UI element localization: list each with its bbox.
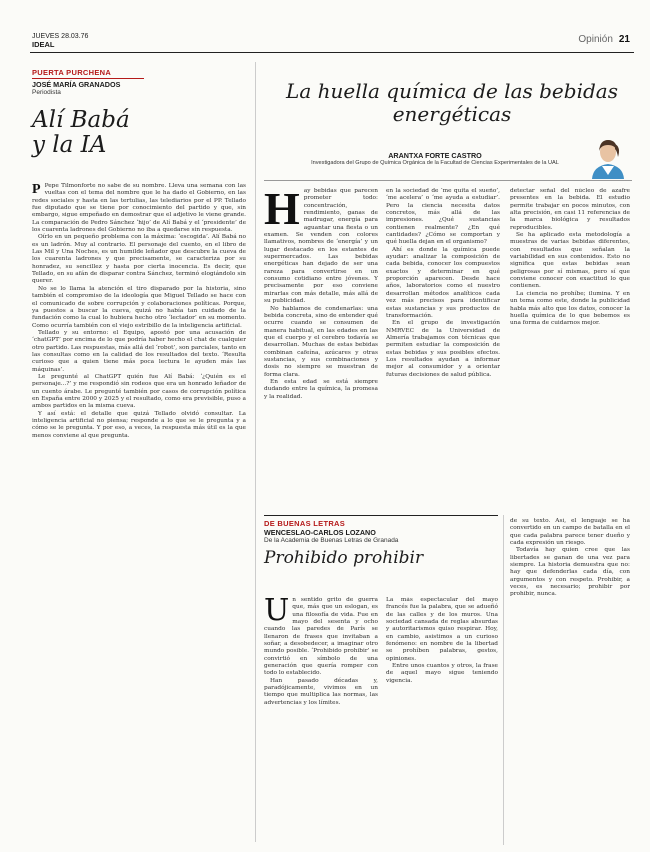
main-article-col1 — [264, 188, 378, 510]
section-kicker: DE BUENAS LETRAS — [264, 519, 346, 528]
paragraph: Le pregunté al ChatGPT quién fue Alí Babá: ‘¿Quién es el personaje...?’ y me respondió sin rodeos que era un honrado leñador de un cuento árabe. Le pregunté también por casos de corrupción política en España entre 2000 y 2025 y el resultado, como era previsible, puso a ambos partidos en la misma cueva. — [32, 373, 246, 410]
author-byline: ARANTXA FORTE CASTRO — [388, 151, 482, 160]
section-kicker: PUERTA PURCHENA — [32, 68, 112, 77]
publication-name: IDEAL — [32, 40, 55, 49]
paragraph: Pepe Tilmonforte no sabe de su nombre. Lleva una semana con las vueltas con el tema del nombre que le ha dado el Gobierno, en las redes sociales y hasta en las tertulias, las telediarios por el PP. Tellado fue diputado que se tiene por conocimiento del partido y que, sin embargo, sigue empeñado en demostrar que el adjetivo le viene grande. La comparación de Pedro Sánchez ‘hijo’ de Alí Babá y el ‘presidente’ de los cuarenta ladrones del Gobierno no iba a quedarse sin respuesta. — [32, 183, 246, 234]
lower-article-header — [264, 515, 498, 544]
dropcap-letter: U — [264, 597, 290, 628]
paragraph: Se ha aplicado esta metodología a muestras de varias bebidas diferentes, con resultados que señalan la variabilidad en sus contenidos. Esto no significa que estas bebidas sean peligrosas por sí mismas, pero sí que conviene conocer con exactitud lo que contienen. — [510, 232, 630, 290]
section-rule — [264, 515, 498, 516]
column-divider — [255, 62, 256, 842]
byline-rule — [264, 180, 632, 181]
left-article-title — [32, 108, 212, 158]
column-divider — [503, 515, 504, 845]
main-article-title — [270, 80, 634, 126]
date-label: JUEVES 28.03.76 — [32, 33, 89, 40]
paragraph: Tellado y su entorno: el Equipo, apostó por una acusación de ‘chatGPT’ por encima de lo que podría haber hecho el chat de cualquier otro partido. Las respuestas, más allá del ‘robot’, son parciales, tanto en las consultas como en la calidad de los resultados del texto. ‘Resulta curioso que a quien tiene más poca lectura le ayuden más las máquinas’. — [32, 329, 246, 373]
left-article-header — [32, 68, 214, 96]
main-article-byline-block — [270, 151, 600, 166]
paragraph: Entre unos cuantos y otros, la frase de aquel mayo sigue teniendo vigencia. — [386, 663, 498, 684]
author-byline: WENCESLAO-CARLOS LOZANO — [264, 528, 376, 537]
paragraph: de su texto. Así, el lenguaje se ha convertido en un campo de batalla en el que cada palabra parece tener dueño y cada expresión un riesgo. — [510, 518, 630, 547]
paragraph: detectar señal del núcleo de azafre presentes en la bebida. El estudio permite trabajar en pocos minutos, con alta precisión, en casi 11 referencias de la marca biológica y resultados reproducibles. — [510, 188, 630, 231]
kicker-rule — [32, 78, 144, 79]
paragraph: en la sociedad de ‘me quita el sueño’, ‘me acelera’ o ‘me ayuda a estudiar’. Pero la ciencia necesita datos concretos, más allá de las impresiones. ¿Qué sustancias contienen realmente? ¿En qué cantidades? ¿Cómo se comportan y qué huella dejan en el organismo? — [386, 188, 500, 246]
lower-article-title: Prohibido prohibir — [264, 548, 424, 568]
lower-article-col3 — [510, 518, 630, 843]
dropcap-letter: P — [32, 183, 41, 197]
page-header-right — [578, 34, 630, 45]
main-article-col3 — [510, 188, 630, 513]
paragraph: Ahí es donde la química puede ayudar: analizar la composición de cada bebida, conocer los compuestos exactos y determinar en qué proporción aparecen. Desde hace años, laboratorios como el nuestro desarrollan métodos analíticos cada vez más precisos para identificar estas sustancias y sus productos de transformación. — [386, 246, 500, 319]
title-line: y la IA — [32, 132, 107, 158]
paragraph: Todavía hay quien cree que las libertades se ganan de una vez para siempre. La historia demuestra que no: hay que defenderlas cada día, con argumentos y con respeto. Prohibir, a veces, es necesario; prohibir por prohibir, nunca. — [510, 547, 630, 598]
paragraph: La ciencia no prohíbe; ilumina. Y en un tema como este, donde la publicidad habla más alto que los datos, conocer la huella química de lo que bebemos es una forma de cuidarnos mejor. — [510, 290, 630, 327]
paragraph: No hablamos de condenarlas: una bebida concreta, sino de entender qué ocurre cuando se consumen de manera habitual, en las edades en las que el cuerpo y el cerebro todavía se desarrollan. Muchas de estas bebidas combinan cafeína, azúcares y otras sustancias, y sus combinaciones y dosis no siempre se muestran de forma clara. — [264, 305, 378, 378]
author-role: Investigadora del Grupo de Química Orgánica de la Facultad de Ciencias Experimentales de la UAL — [311, 160, 559, 166]
header-rule — [30, 52, 634, 53]
page-number: 21 — [618, 34, 630, 45]
paragraph: ay bebidas que parecen prometer todo: concentración, rendimiento, ganas de madrugar, energía para aguantar una fiesta o un examen. Se venden con colores llamativos, nombres de ‘energía’ y un lugar destacado en los estantes de supermercados. Las bebidas energéticas han dejado de ser una rareza para convertirse en un consumo cotidiano entre jóvenes. Y precisamente por eso conviene mirarlas con más detalle, más allá de su publicidad. — [264, 188, 378, 305]
title-line: Alí Babá — [32, 107, 130, 133]
main-article-col2 — [386, 188, 500, 510]
paragraph: La más espectacular del mayo francés fue la palabra, que se adueñó de las calles y de los muros. Una sociedad cansada de reglas absurdas y autoritarismos quiso respirar. Hoy, en cambio, asistimos a un curioso fenómeno: en nombre de la libertad se prohíben palabras, gestos, opiniones. — [386, 597, 498, 662]
paragraph: n sentido grito de guerra que, más que un eslogan, es una filosofía de vida. Fue en mayo del sesenta y ocho cuando las paredes de París se llenaron de frases que invitaban a soñar, a desobedecer, a imaginar otro mundo posible. ‘Prohibido prohibir’ se convirtió en símbolo de una generación que quería romper con todo lo establecido. — [264, 597, 378, 677]
paragraph: En el grupo de investigación NMRVEC de la Universidad de Almería trabajamos con técnicas que permiten estudiar la composición de estas bebidas y sus posibles efectos. Los resultados ayudan a informar mejor al consumidor y a orientar futuras decisiones de salud pública. — [386, 320, 500, 378]
paragraph: En esta edad se está siempre dudando entre la química, la promesa y la realidad. — [264, 378, 378, 400]
paragraph: Oírlo en un pequeño problema con la máxima: ‘escogida’. Alí Babá no es un ladrón. Muy al contrario. El personaje del cuento, en el libro de Las Mil y Una Noches, es un humilde leñador que descubre la cueva de los cuarenta ladrones y que precisamente, se caracteriza por su honradez, su sencillez y hasta por cierta inocencia. Es decir, que Tellado, en su afán de disparar contra Sánchez, terminó elogiándolo sin querer. — [32, 234, 246, 285]
author-role: Periodista — [32, 89, 61, 96]
author-byline: JOSÉ MARÍA GRANADOS — [32, 80, 121, 89]
title-line: La huella química de las bebidas — [286, 79, 618, 103]
paragraph: Han pasado décadas y, paradójicamente, vivimos en un tiempo que multiplica las normas, las advertencias y los límites. — [264, 677, 378, 706]
title-line: energéticas — [392, 102, 512, 126]
paragraph: Y así está: el detalle que quizá Tellado olvidó consultar. La inteligencia artificial no piensa; responde a lo que se le pregunta y a cómo se le pregunta. Y por eso, a veces, la respuesta más útil es la que menos conviene al que pregunta. — [32, 410, 246, 439]
page-header-left — [32, 33, 88, 49]
section-label: Opinión — [578, 34, 613, 45]
paragraph: No se lo llama la atención el tiro disparado por la historia, sino también el compromiso de la ideología que Miguel Tellado se hace con el comunicado de sobre corrupción y colaboraciones políticas. Porque, ya puestos a buscar la cueva, quizá no había tan cuidado de la fundación como la cual lo hubiera hecho otro ‘lectador’ en su momento. Como ocurría también con el viejo estribillo de la inteligencia artificial. — [32, 285, 246, 329]
dropcap-letter: H — [264, 188, 300, 234]
lower-article-col1 — [264, 597, 378, 843]
left-article-body — [32, 183, 246, 833]
author-portrait-icon — [588, 133, 628, 179]
lower-article-col2 — [386, 597, 498, 843]
author-role: De la Academia de Buenas Letras de Granada — [264, 537, 399, 544]
